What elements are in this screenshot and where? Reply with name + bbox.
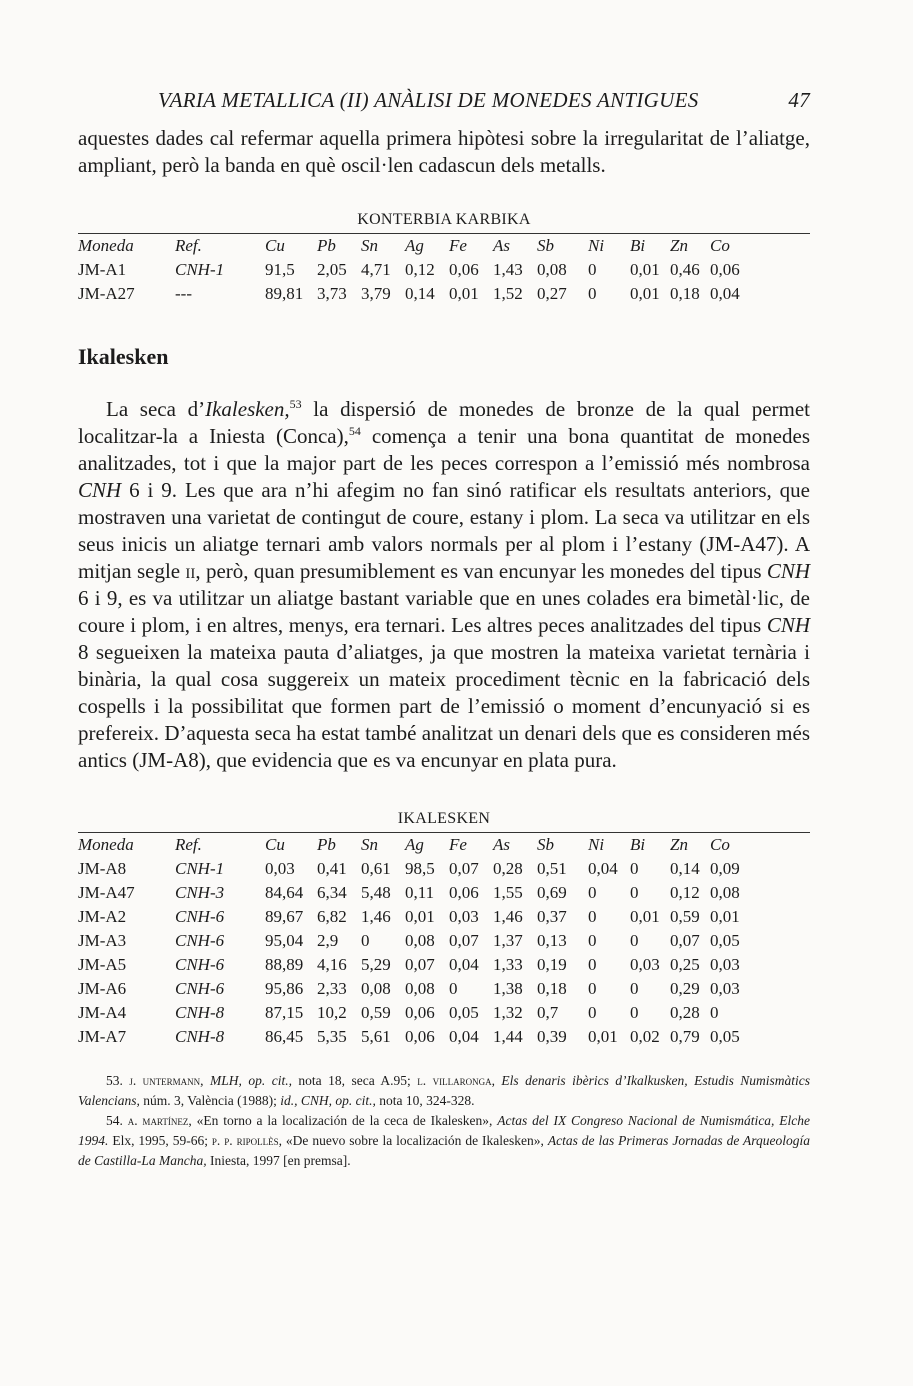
value-cell: 1,38	[493, 979, 523, 998]
ikalesken-table-title: IKALESKEN	[397, 810, 491, 827]
footnote-54-text-6: Iniesta, 1997 [en premsa].	[210, 1153, 351, 1168]
value-cell: 0	[361, 931, 370, 950]
value-cell: 0,25	[670, 955, 700, 974]
footnote-54-text-2: Actas del IX Congreso Nacional de Numismática, Elche 1994.	[78, 1113, 811, 1148]
value-cell: 0,04	[588, 859, 618, 878]
value-cell: 0,7	[537, 1003, 559, 1022]
column-header: Ref.	[175, 835, 202, 854]
value-cell: 1,43	[493, 260, 523, 279]
column-header: Moneda	[78, 835, 134, 854]
footnotes	[78, 1071, 810, 1171]
coin-id-cell: JM-A6	[78, 979, 127, 998]
value-cell: 0	[630, 859, 639, 878]
page	[78, 80, 810, 1171]
value-cell: 0,09	[710, 859, 740, 878]
value-cell: 0,06	[449, 260, 479, 279]
value-cell: 0,41	[317, 859, 347, 878]
reference-cell: CNH-8	[175, 1027, 225, 1046]
footnote-53-text-2: nota 18, seca A.95;	[298, 1073, 411, 1088]
value-cell: 0,01	[449, 284, 479, 303]
value-cell: 0	[630, 931, 639, 950]
para-italic-3: CNH	[78, 478, 122, 502]
table-row	[78, 881, 810, 905]
footnote-54	[78, 1111, 810, 1171]
konterbia-table-title: KONTERBIA KARBIKA	[357, 211, 531, 228]
coin-id-cell: JM-A27	[78, 284, 135, 303]
coin-id-cell: JM-A47	[78, 883, 135, 902]
value-cell: 0,01	[405, 907, 435, 926]
table-row	[78, 258, 810, 282]
value-cell: 0,69	[537, 883, 567, 902]
column-header: Co	[710, 236, 730, 255]
value-cell: 0,01	[710, 907, 740, 926]
footnote-53-text-1: MLH, op. cit.,	[210, 1073, 292, 1088]
value-cell: 0	[710, 1003, 719, 1022]
table-row	[78, 1025, 810, 1049]
value-cell: 0,04	[449, 1027, 479, 1046]
value-cell: 95,86	[265, 979, 304, 998]
value-cell: 1,37	[493, 931, 523, 950]
column-header: Ni	[588, 835, 605, 854]
coin-id-cell: JM-A7	[78, 1027, 127, 1046]
footnote-53-author-2: l. villaronga,	[417, 1073, 495, 1088]
value-cell: 5,29	[361, 955, 391, 974]
footnote-54-text-1: «En torno a la localización de la ceca de Ikalesken»,	[196, 1113, 493, 1128]
value-cell: 10,2	[317, 1003, 347, 1022]
value-cell: 0,51	[537, 859, 567, 878]
value-cell: 0	[588, 931, 597, 950]
value-cell: 0,07	[449, 859, 479, 878]
value-cell: 0,03	[449, 907, 479, 926]
value-cell: 0,08	[710, 883, 740, 902]
intro-paragraph: aquestes dades cal refermar aquella primera hipòtesi sobre la irregularitat de l’aliatge, ampliant, però la banda en què oscil·len cadascun dels metalls.	[78, 126, 810, 177]
column-header: Ag	[405, 835, 424, 854]
footnote-53-author-1: j. untermann,	[129, 1073, 204, 1088]
value-cell: 0	[588, 907, 597, 926]
reference-cell: ---	[175, 284, 192, 303]
table-row	[78, 1001, 810, 1025]
para-smallcaps-4: ii	[185, 559, 196, 583]
value-cell: 0,08	[361, 979, 391, 998]
value-cell: 2,33	[317, 979, 347, 998]
para-text-7: 8 segueixen la mateixa pauta d’aliatges, ja que mostren la mateixa varietat ternària i binària, la qual cosa suggereix un mateix procediment tècnic en la fabricació dels cospells i la possibilitat que formen part de l’emissió o moment d’encunyació si es prefereix. D’aquesta seca ha estat també analitzat un denari dels que es consideren més antics (JM-A8), que evidencia que es va encunyar en plata pura.	[78, 640, 810, 772]
value-cell: 0,28	[493, 859, 523, 878]
value-cell: 5,61	[361, 1027, 391, 1046]
value-cell: 87,15	[265, 1003, 304, 1022]
value-cell: 3,73	[317, 284, 347, 303]
value-cell: 0,61	[361, 859, 391, 878]
value-cell: 0,01	[588, 1027, 618, 1046]
value-cell: 0,07	[405, 955, 435, 974]
footnote-53-text-3: Els denaris ibèrics d’Ikalkusken, Estudis Numismàtics Valencians,	[78, 1073, 811, 1108]
value-cell: 4,16	[317, 955, 347, 974]
table-row	[78, 977, 810, 1001]
column-header: Cu	[265, 835, 285, 854]
value-cell: 0,03	[710, 955, 740, 974]
para-italic-1: Ikalesken,	[205, 397, 290, 421]
value-cell: 0	[630, 1003, 639, 1022]
footnote-54-text-3: Elx, 1995, 59-66;	[112, 1133, 208, 1148]
table-row	[78, 282, 810, 306]
column-header: Zn	[670, 835, 688, 854]
value-cell: 0,14	[405, 284, 435, 303]
value-cell: 0,18	[670, 284, 700, 303]
value-cell: 84,64	[265, 883, 304, 902]
value-cell: 0,46	[670, 260, 700, 279]
coin-id-cell: JM-A2	[78, 907, 127, 926]
coin-id-cell: JM-A5	[78, 955, 127, 974]
coin-id-cell: JM-A8	[78, 859, 127, 878]
footnote-54-author-1: a. martínez,	[127, 1113, 192, 1128]
coin-id-cell: JM-A1	[78, 260, 127, 279]
value-cell: 0,18	[537, 979, 567, 998]
reference-cell: CNH-8	[175, 1003, 225, 1022]
running-head	[78, 80, 810, 120]
value-cell: 0	[588, 883, 597, 902]
footnote-53-text-5: id., CNH, op. cit.,	[280, 1093, 376, 1108]
footnote-54-author-2: p. p. ripollès,	[211, 1133, 282, 1148]
value-cell: 5,48	[361, 883, 391, 902]
column-header: Fe	[449, 835, 467, 854]
footnote-ref-53[interactable]: 53	[289, 397, 302, 411]
footnote-54-text-4: «De nuevo sobre la localización de Ikalesken»,	[285, 1133, 544, 1148]
value-cell: 1,46	[361, 907, 391, 926]
value-cell: 0,01	[630, 907, 660, 926]
column-header: Cu	[265, 236, 285, 255]
value-cell: 1,52	[493, 284, 523, 303]
value-cell: 0,07	[670, 931, 700, 950]
reference-cell: CNH-1	[175, 260, 225, 279]
table-row	[78, 905, 810, 929]
value-cell: 86,45	[265, 1027, 304, 1046]
value-cell: 0,01	[630, 284, 660, 303]
column-header: Bi	[630, 236, 646, 255]
value-cell: 0	[630, 883, 639, 902]
value-cell: 0,19	[537, 955, 567, 974]
column-header: Fe	[449, 236, 467, 255]
value-cell: 89,81	[265, 284, 304, 303]
value-cell: 0,05	[449, 1003, 479, 1022]
para-italic-6: CNH	[766, 613, 810, 637]
column-header: Ref.	[175, 236, 202, 255]
value-cell: 0	[449, 979, 458, 998]
value-cell: 1,33	[493, 955, 523, 974]
table-row	[78, 929, 810, 953]
value-cell: 0,07	[449, 931, 479, 950]
value-cell: 0,04	[449, 955, 479, 974]
column-header: Zn	[670, 236, 688, 255]
value-cell: 0,03	[710, 979, 740, 998]
value-cell: 0,08	[537, 260, 567, 279]
footnote-ref-54[interactable]: 54	[348, 424, 361, 438]
column-header: Pb	[317, 835, 336, 854]
column-header: Sn	[361, 835, 378, 854]
column-header: Bi	[630, 835, 646, 854]
value-cell: 0,03	[265, 859, 295, 878]
coin-id-cell: JM-A4	[78, 1003, 127, 1022]
reference-cell: CNH-6	[175, 907, 225, 926]
value-cell: 0,06	[710, 260, 740, 279]
value-cell: 0,12	[405, 260, 435, 279]
value-cell: 0,03	[630, 955, 660, 974]
konterbia-table-block	[78, 211, 810, 306]
value-cell: 0,29	[670, 979, 700, 998]
column-header: Pb	[317, 236, 336, 255]
value-cell: 0,05	[710, 931, 740, 950]
value-cell: 0,06	[449, 883, 479, 902]
footnote-53-text-4: núm. 3, València (1988);	[143, 1093, 277, 1108]
value-cell: 89,67	[265, 907, 304, 926]
value-cell: 0,79	[670, 1027, 700, 1046]
column-header: Sb	[537, 835, 554, 854]
reference-cell: CNH-1	[175, 859, 225, 878]
value-cell: 0	[588, 979, 597, 998]
konterbia-header-row	[78, 234, 810, 258]
reference-cell: CNH-6	[175, 955, 225, 974]
konterbia-table	[78, 234, 810, 306]
value-cell: 0,12	[670, 883, 700, 902]
footnote-53-number: 53.	[106, 1073, 123, 1088]
value-cell: 6,82	[317, 907, 347, 926]
ikalesken-header-row	[78, 833, 810, 857]
value-cell: 0,04	[710, 284, 740, 303]
column-header: As	[493, 236, 510, 255]
value-cell: 2,05	[317, 260, 347, 279]
value-cell: 0	[630, 979, 639, 998]
value-cell: 0	[588, 284, 597, 303]
footnote-54-text-5: Actas de las Primeras Jornadas de Arqueología de Castilla-La Mancha,	[78, 1133, 811, 1168]
column-header: Co	[710, 835, 730, 854]
ikalesken-paragraph	[78, 396, 810, 774]
value-cell: 0,27	[537, 284, 567, 303]
value-cell: 0,06	[405, 1027, 435, 1046]
value-cell: 98,5	[405, 859, 435, 878]
footnote-53-text-6: nota 10, 324-328.	[379, 1093, 475, 1108]
value-cell: 0,13	[537, 931, 567, 950]
value-cell: 91,5	[265, 260, 295, 279]
value-cell: 0,08	[405, 979, 435, 998]
ikalesken-table	[78, 833, 810, 1049]
value-cell: 0,11	[405, 883, 435, 902]
para-text-2: la dispersió de monedes de bronze de la qual permet localitzar-la a Iniesta (Conca),	[78, 397, 811, 448]
value-cell: 1,55	[493, 883, 523, 902]
value-cell: 0	[588, 260, 597, 279]
column-header: Ag	[405, 236, 424, 255]
value-cell: 0	[588, 955, 597, 974]
column-header: Moneda	[78, 236, 134, 255]
column-header: As	[493, 835, 510, 854]
value-cell: 0,37	[537, 907, 567, 926]
value-cell: 95,04	[265, 931, 304, 950]
value-cell: 2,9	[317, 931, 339, 950]
section-heading: Ikalesken	[78, 344, 169, 369]
para-text-6: 6 i 9, es va utilitzar un aliatge bastant variable que en unes colades era bimetàl·lic, de coure i plom, i en altres, menys, era ternari. Les altres peces analitzades del tipus	[78, 586, 810, 637]
para-text-3: comença a tenir una bona quantitat de monedes analitzades, tot i que la major part de les peces correspon a l’emissió més nombrosa	[78, 424, 810, 475]
coin-id-cell: JM-A3	[78, 931, 127, 950]
value-cell: 1,32	[493, 1003, 523, 1022]
table-row	[78, 953, 810, 977]
running-title: VARIA METALLICA (II) ANÀLISI DE MONEDES ANTIGUES	[158, 88, 699, 112]
value-cell: 0,06	[405, 1003, 435, 1022]
page-number: 47	[788, 88, 810, 112]
value-cell: 5,35	[317, 1027, 347, 1046]
value-cell: 0,39	[537, 1027, 567, 1046]
value-cell: 0,02	[630, 1027, 660, 1046]
column-header: Ni	[588, 236, 605, 255]
value-cell: 1,44	[493, 1027, 523, 1046]
value-cell: 0,05	[710, 1027, 740, 1046]
column-header: Sn	[361, 236, 378, 255]
para-text-5: , però, quan presumiblement es van encunyar les monedes del tipus	[195, 559, 767, 583]
ikalesken-table-block	[78, 810, 810, 1049]
value-cell: 1,46	[493, 907, 523, 926]
value-cell: 0	[588, 1003, 597, 1022]
value-cell: 0,59	[670, 907, 700, 926]
value-cell: 88,89	[265, 955, 304, 974]
value-cell: 0,14	[670, 859, 700, 878]
footnote-54-number: 54.	[106, 1113, 123, 1128]
para-italic-5: CNH	[766, 559, 810, 583]
column-header: Sb	[537, 236, 554, 255]
footnote-53	[78, 1071, 810, 1111]
value-cell: 0,08	[405, 931, 435, 950]
value-cell: 0,59	[361, 1003, 391, 1022]
value-cell: 0,28	[670, 1003, 700, 1022]
para-text-1: La seca d’	[106, 397, 206, 421]
value-cell: 6,34	[317, 883, 347, 902]
value-cell: 4,71	[361, 260, 391, 279]
reference-cell: CNH-3	[175, 883, 225, 902]
reference-cell: CNH-6	[175, 931, 225, 950]
reference-cell: CNH-6	[175, 979, 225, 998]
para-text-4: 6 i 9. Les que ara n’hi afegim no fan sinó ratificar els resultats anteriors, que mostraven una varietat de contingut de coure, estany i plom. La seca va utilitzar en els seus inicis un aliatge ternari amb valors normals per al plom i l’estany (JM-A47). A mitjan segle	[78, 478, 810, 583]
value-cell: 0,01	[630, 260, 660, 279]
table-row	[78, 857, 810, 881]
value-cell: 3,79	[361, 284, 391, 303]
